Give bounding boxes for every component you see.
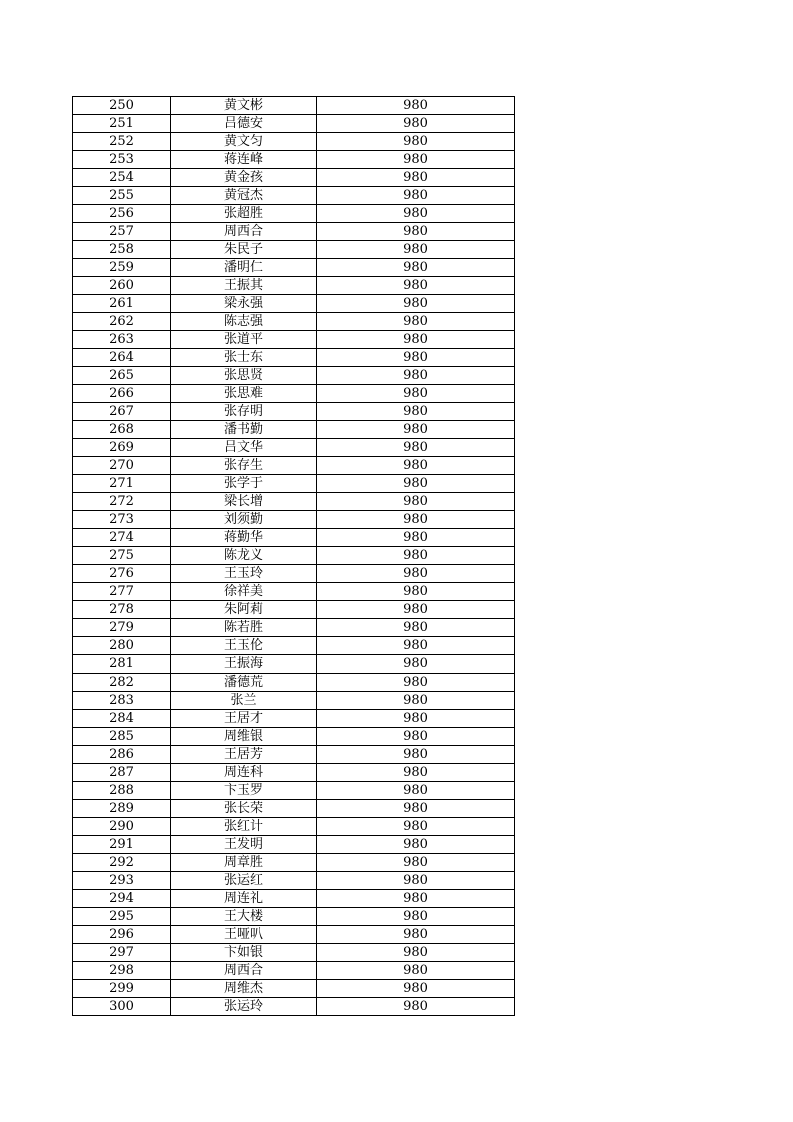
row-number-cell: 280 bbox=[73, 637, 171, 655]
amount-cell: 980 bbox=[317, 871, 515, 889]
row-number-cell: 288 bbox=[73, 781, 171, 799]
name-cell: 周连礼 bbox=[171, 889, 317, 907]
row-number-cell: 275 bbox=[73, 547, 171, 565]
row-number-cell: 251 bbox=[73, 115, 171, 133]
row-number-cell: 272 bbox=[73, 493, 171, 511]
amount-cell: 980 bbox=[317, 781, 515, 799]
amount-cell: 980 bbox=[317, 961, 515, 979]
amount-cell: 980 bbox=[317, 925, 515, 943]
amount-cell: 980 bbox=[317, 745, 515, 763]
name-cell: 黄文匀 bbox=[171, 133, 317, 151]
table-row bbox=[73, 997, 515, 1015]
amount-cell: 980 bbox=[317, 511, 515, 529]
row-number-cell: 283 bbox=[73, 691, 171, 709]
name-cell: 王居芳 bbox=[171, 745, 317, 763]
amount-cell: 980 bbox=[317, 367, 515, 385]
row-number-cell: 295 bbox=[73, 907, 171, 925]
name-cell: 黄金孩 bbox=[171, 169, 317, 187]
amount-cell: 980 bbox=[317, 259, 515, 277]
table-row bbox=[73, 799, 515, 817]
name-cell: 徐祥美 bbox=[171, 583, 317, 601]
table-row bbox=[73, 655, 515, 673]
table-row bbox=[73, 943, 515, 961]
name-cell: 周西合 bbox=[171, 223, 317, 241]
row-number-cell: 269 bbox=[73, 439, 171, 457]
row-number-cell: 261 bbox=[73, 295, 171, 313]
table-row bbox=[73, 151, 515, 169]
row-number-cell: 263 bbox=[73, 331, 171, 349]
amount-cell: 980 bbox=[317, 133, 515, 151]
row-number-cell: 253 bbox=[73, 151, 171, 169]
name-cell: 黄冠杰 bbox=[171, 187, 317, 205]
amount-cell: 980 bbox=[317, 457, 515, 475]
name-cell: 王振其 bbox=[171, 277, 317, 295]
amount-cell: 980 bbox=[317, 889, 515, 907]
amount-cell: 980 bbox=[317, 763, 515, 781]
amount-cell: 980 bbox=[317, 655, 515, 673]
table-row bbox=[73, 619, 515, 637]
name-cell: 周维杰 bbox=[171, 979, 317, 997]
row-number-cell: 264 bbox=[73, 349, 171, 367]
amount-cell: 980 bbox=[317, 727, 515, 745]
amount-cell: 980 bbox=[317, 835, 515, 853]
name-cell: 王发明 bbox=[171, 835, 317, 853]
row-number-cell: 255 bbox=[73, 187, 171, 205]
amount-cell: 980 bbox=[317, 241, 515, 259]
table-row bbox=[73, 781, 515, 799]
name-cell: 刘须勤 bbox=[171, 511, 317, 529]
amount-cell: 980 bbox=[317, 583, 515, 601]
name-cell: 王玉伦 bbox=[171, 637, 317, 655]
name-cell: 潘书勤 bbox=[171, 421, 317, 439]
row-number-cell: 259 bbox=[73, 259, 171, 277]
row-number-cell: 258 bbox=[73, 241, 171, 259]
table-row bbox=[73, 547, 515, 565]
row-number-cell: 294 bbox=[73, 889, 171, 907]
table-row bbox=[73, 367, 515, 385]
amount-cell: 980 bbox=[317, 403, 515, 421]
amount-cell: 980 bbox=[317, 853, 515, 871]
table-row bbox=[73, 727, 515, 745]
name-cell: 梁长增 bbox=[171, 493, 317, 511]
row-number-cell: 262 bbox=[73, 313, 171, 331]
name-cell: 潘德荒 bbox=[171, 673, 317, 691]
row-number-cell: 279 bbox=[73, 619, 171, 637]
row-number-cell: 285 bbox=[73, 727, 171, 745]
name-cell: 蒋连峰 bbox=[171, 151, 317, 169]
name-cell: 卞玉罗 bbox=[171, 781, 317, 799]
amount-cell: 980 bbox=[317, 439, 515, 457]
amount-cell: 980 bbox=[317, 421, 515, 439]
name-cell: 张超胜 bbox=[171, 205, 317, 223]
table-row bbox=[73, 493, 515, 511]
row-number-cell: 284 bbox=[73, 709, 171, 727]
table-row bbox=[73, 313, 515, 331]
amount-cell: 980 bbox=[317, 205, 515, 223]
table-row bbox=[73, 439, 515, 457]
amount-cell: 980 bbox=[317, 331, 515, 349]
table-body bbox=[73, 97, 515, 1016]
name-cell: 蒋勤华 bbox=[171, 529, 317, 547]
table-row bbox=[73, 169, 515, 187]
table-row bbox=[73, 331, 515, 349]
row-number-cell: 252 bbox=[73, 133, 171, 151]
amount-cell: 980 bbox=[317, 97, 515, 115]
table-row bbox=[73, 871, 515, 889]
amount-cell: 980 bbox=[317, 943, 515, 961]
row-number-cell: 266 bbox=[73, 385, 171, 403]
name-cell: 张学于 bbox=[171, 475, 317, 493]
table-row bbox=[73, 277, 515, 295]
name-cell: 吕文华 bbox=[171, 439, 317, 457]
row-number-cell: 287 bbox=[73, 763, 171, 781]
amount-cell: 980 bbox=[317, 601, 515, 619]
table-row bbox=[73, 259, 515, 277]
amount-cell: 980 bbox=[317, 385, 515, 403]
name-cell: 朱阿莉 bbox=[171, 601, 317, 619]
name-cell: 周西合 bbox=[171, 961, 317, 979]
name-cell: 张存明 bbox=[171, 403, 317, 421]
table-row bbox=[73, 403, 515, 421]
table-row bbox=[73, 223, 515, 241]
row-number-cell: 274 bbox=[73, 529, 171, 547]
name-cell: 张红计 bbox=[171, 817, 317, 835]
name-cell: 朱民子 bbox=[171, 241, 317, 259]
row-number-cell: 289 bbox=[73, 799, 171, 817]
row-number-cell: 271 bbox=[73, 475, 171, 493]
row-number-cell: 270 bbox=[73, 457, 171, 475]
table-row bbox=[73, 385, 515, 403]
table-row bbox=[73, 205, 515, 223]
table-row bbox=[73, 133, 515, 151]
amount-cell: 980 bbox=[317, 709, 515, 727]
name-cell: 王哑叭 bbox=[171, 925, 317, 943]
row-number-cell: 298 bbox=[73, 961, 171, 979]
row-number-cell: 278 bbox=[73, 601, 171, 619]
row-number-cell: 281 bbox=[73, 655, 171, 673]
table-row bbox=[73, 97, 515, 115]
name-cell: 张士东 bbox=[171, 349, 317, 367]
table-row bbox=[73, 691, 515, 709]
amount-cell: 980 bbox=[317, 799, 515, 817]
name-cell: 周连科 bbox=[171, 763, 317, 781]
row-number-cell: 297 bbox=[73, 943, 171, 961]
table-row bbox=[73, 457, 515, 475]
table-row bbox=[73, 601, 515, 619]
name-cell: 陈若胜 bbox=[171, 619, 317, 637]
table-row bbox=[73, 961, 515, 979]
table-row bbox=[73, 115, 515, 133]
table-row bbox=[73, 709, 515, 727]
row-number-cell: 292 bbox=[73, 853, 171, 871]
name-cell: 王居才 bbox=[171, 709, 317, 727]
table-row bbox=[73, 673, 515, 691]
amount-cell: 980 bbox=[317, 115, 515, 133]
row-number-cell: 300 bbox=[73, 997, 171, 1015]
table-row bbox=[73, 565, 515, 583]
table-row bbox=[73, 637, 515, 655]
amount-cell: 980 bbox=[317, 475, 515, 493]
name-cell: 周维银 bbox=[171, 727, 317, 745]
table-row bbox=[73, 295, 515, 313]
amount-cell: 980 bbox=[317, 493, 515, 511]
name-cell: 陈龙义 bbox=[171, 547, 317, 565]
table-row bbox=[73, 763, 515, 781]
amount-cell: 980 bbox=[317, 349, 515, 367]
row-number-cell: 277 bbox=[73, 583, 171, 601]
amount-cell: 980 bbox=[317, 907, 515, 925]
row-number-cell: 268 bbox=[73, 421, 171, 439]
table-row bbox=[73, 421, 515, 439]
table-row bbox=[73, 583, 515, 601]
row-number-cell: 256 bbox=[73, 205, 171, 223]
table-row bbox=[73, 241, 515, 259]
row-number-cell: 267 bbox=[73, 403, 171, 421]
amount-cell: 980 bbox=[317, 223, 515, 241]
name-cell: 周章胜 bbox=[171, 853, 317, 871]
row-number-cell: 250 bbox=[73, 97, 171, 115]
name-cell: 黄文彬 bbox=[171, 97, 317, 115]
name-cell: 张道平 bbox=[171, 331, 317, 349]
name-cell: 张思难 bbox=[171, 385, 317, 403]
row-number-cell: 265 bbox=[73, 367, 171, 385]
row-number-cell: 260 bbox=[73, 277, 171, 295]
amount-cell: 980 bbox=[317, 637, 515, 655]
amount-cell: 980 bbox=[317, 619, 515, 637]
name-cell: 张思贤 bbox=[171, 367, 317, 385]
table-row bbox=[73, 187, 515, 205]
amount-cell: 980 bbox=[317, 673, 515, 691]
amount-cell: 980 bbox=[317, 529, 515, 547]
table-row bbox=[73, 349, 515, 367]
amount-cell: 980 bbox=[317, 169, 515, 187]
name-cell: 张运玲 bbox=[171, 997, 317, 1015]
row-number-cell: 254 bbox=[73, 169, 171, 187]
amount-cell: 980 bbox=[317, 277, 515, 295]
row-number-cell: 299 bbox=[73, 979, 171, 997]
name-cell: 张兰 bbox=[171, 691, 317, 709]
amount-cell: 980 bbox=[317, 295, 515, 313]
row-number-cell: 276 bbox=[73, 565, 171, 583]
amount-cell: 980 bbox=[317, 817, 515, 835]
name-cell: 卞如银 bbox=[171, 943, 317, 961]
row-number-cell: 290 bbox=[73, 817, 171, 835]
table-row bbox=[73, 529, 515, 547]
table-row bbox=[73, 817, 515, 835]
amount-cell: 980 bbox=[317, 997, 515, 1015]
name-cell: 张存生 bbox=[171, 457, 317, 475]
row-number-cell: 296 bbox=[73, 925, 171, 943]
name-cell: 张运红 bbox=[171, 871, 317, 889]
name-cell: 王玉玲 bbox=[171, 565, 317, 583]
name-cell: 吕德安 bbox=[171, 115, 317, 133]
row-number-cell: 291 bbox=[73, 835, 171, 853]
name-cell: 王振海 bbox=[171, 655, 317, 673]
row-number-cell: 293 bbox=[73, 871, 171, 889]
name-cell: 潘明仁 bbox=[171, 259, 317, 277]
table-row bbox=[73, 907, 515, 925]
table-row bbox=[73, 979, 515, 997]
data-table bbox=[72, 96, 515, 1016]
name-cell: 陈志强 bbox=[171, 313, 317, 331]
row-number-cell: 257 bbox=[73, 223, 171, 241]
amount-cell: 980 bbox=[317, 547, 515, 565]
row-number-cell: 286 bbox=[73, 745, 171, 763]
table-row bbox=[73, 511, 515, 529]
table-row bbox=[73, 925, 515, 943]
name-cell: 张长荣 bbox=[171, 799, 317, 817]
table-row bbox=[73, 835, 515, 853]
amount-cell: 980 bbox=[317, 313, 515, 331]
table-row bbox=[73, 853, 515, 871]
row-number-cell: 282 bbox=[73, 673, 171, 691]
name-cell: 王大楼 bbox=[171, 907, 317, 925]
amount-cell: 980 bbox=[317, 187, 515, 205]
amount-cell: 980 bbox=[317, 979, 515, 997]
table-row bbox=[73, 889, 515, 907]
amount-cell: 980 bbox=[317, 151, 515, 169]
row-number-cell: 273 bbox=[73, 511, 171, 529]
table-row bbox=[73, 745, 515, 763]
amount-cell: 980 bbox=[317, 691, 515, 709]
table-row bbox=[73, 475, 515, 493]
amount-cell: 980 bbox=[317, 565, 515, 583]
name-cell: 梁永强 bbox=[171, 295, 317, 313]
